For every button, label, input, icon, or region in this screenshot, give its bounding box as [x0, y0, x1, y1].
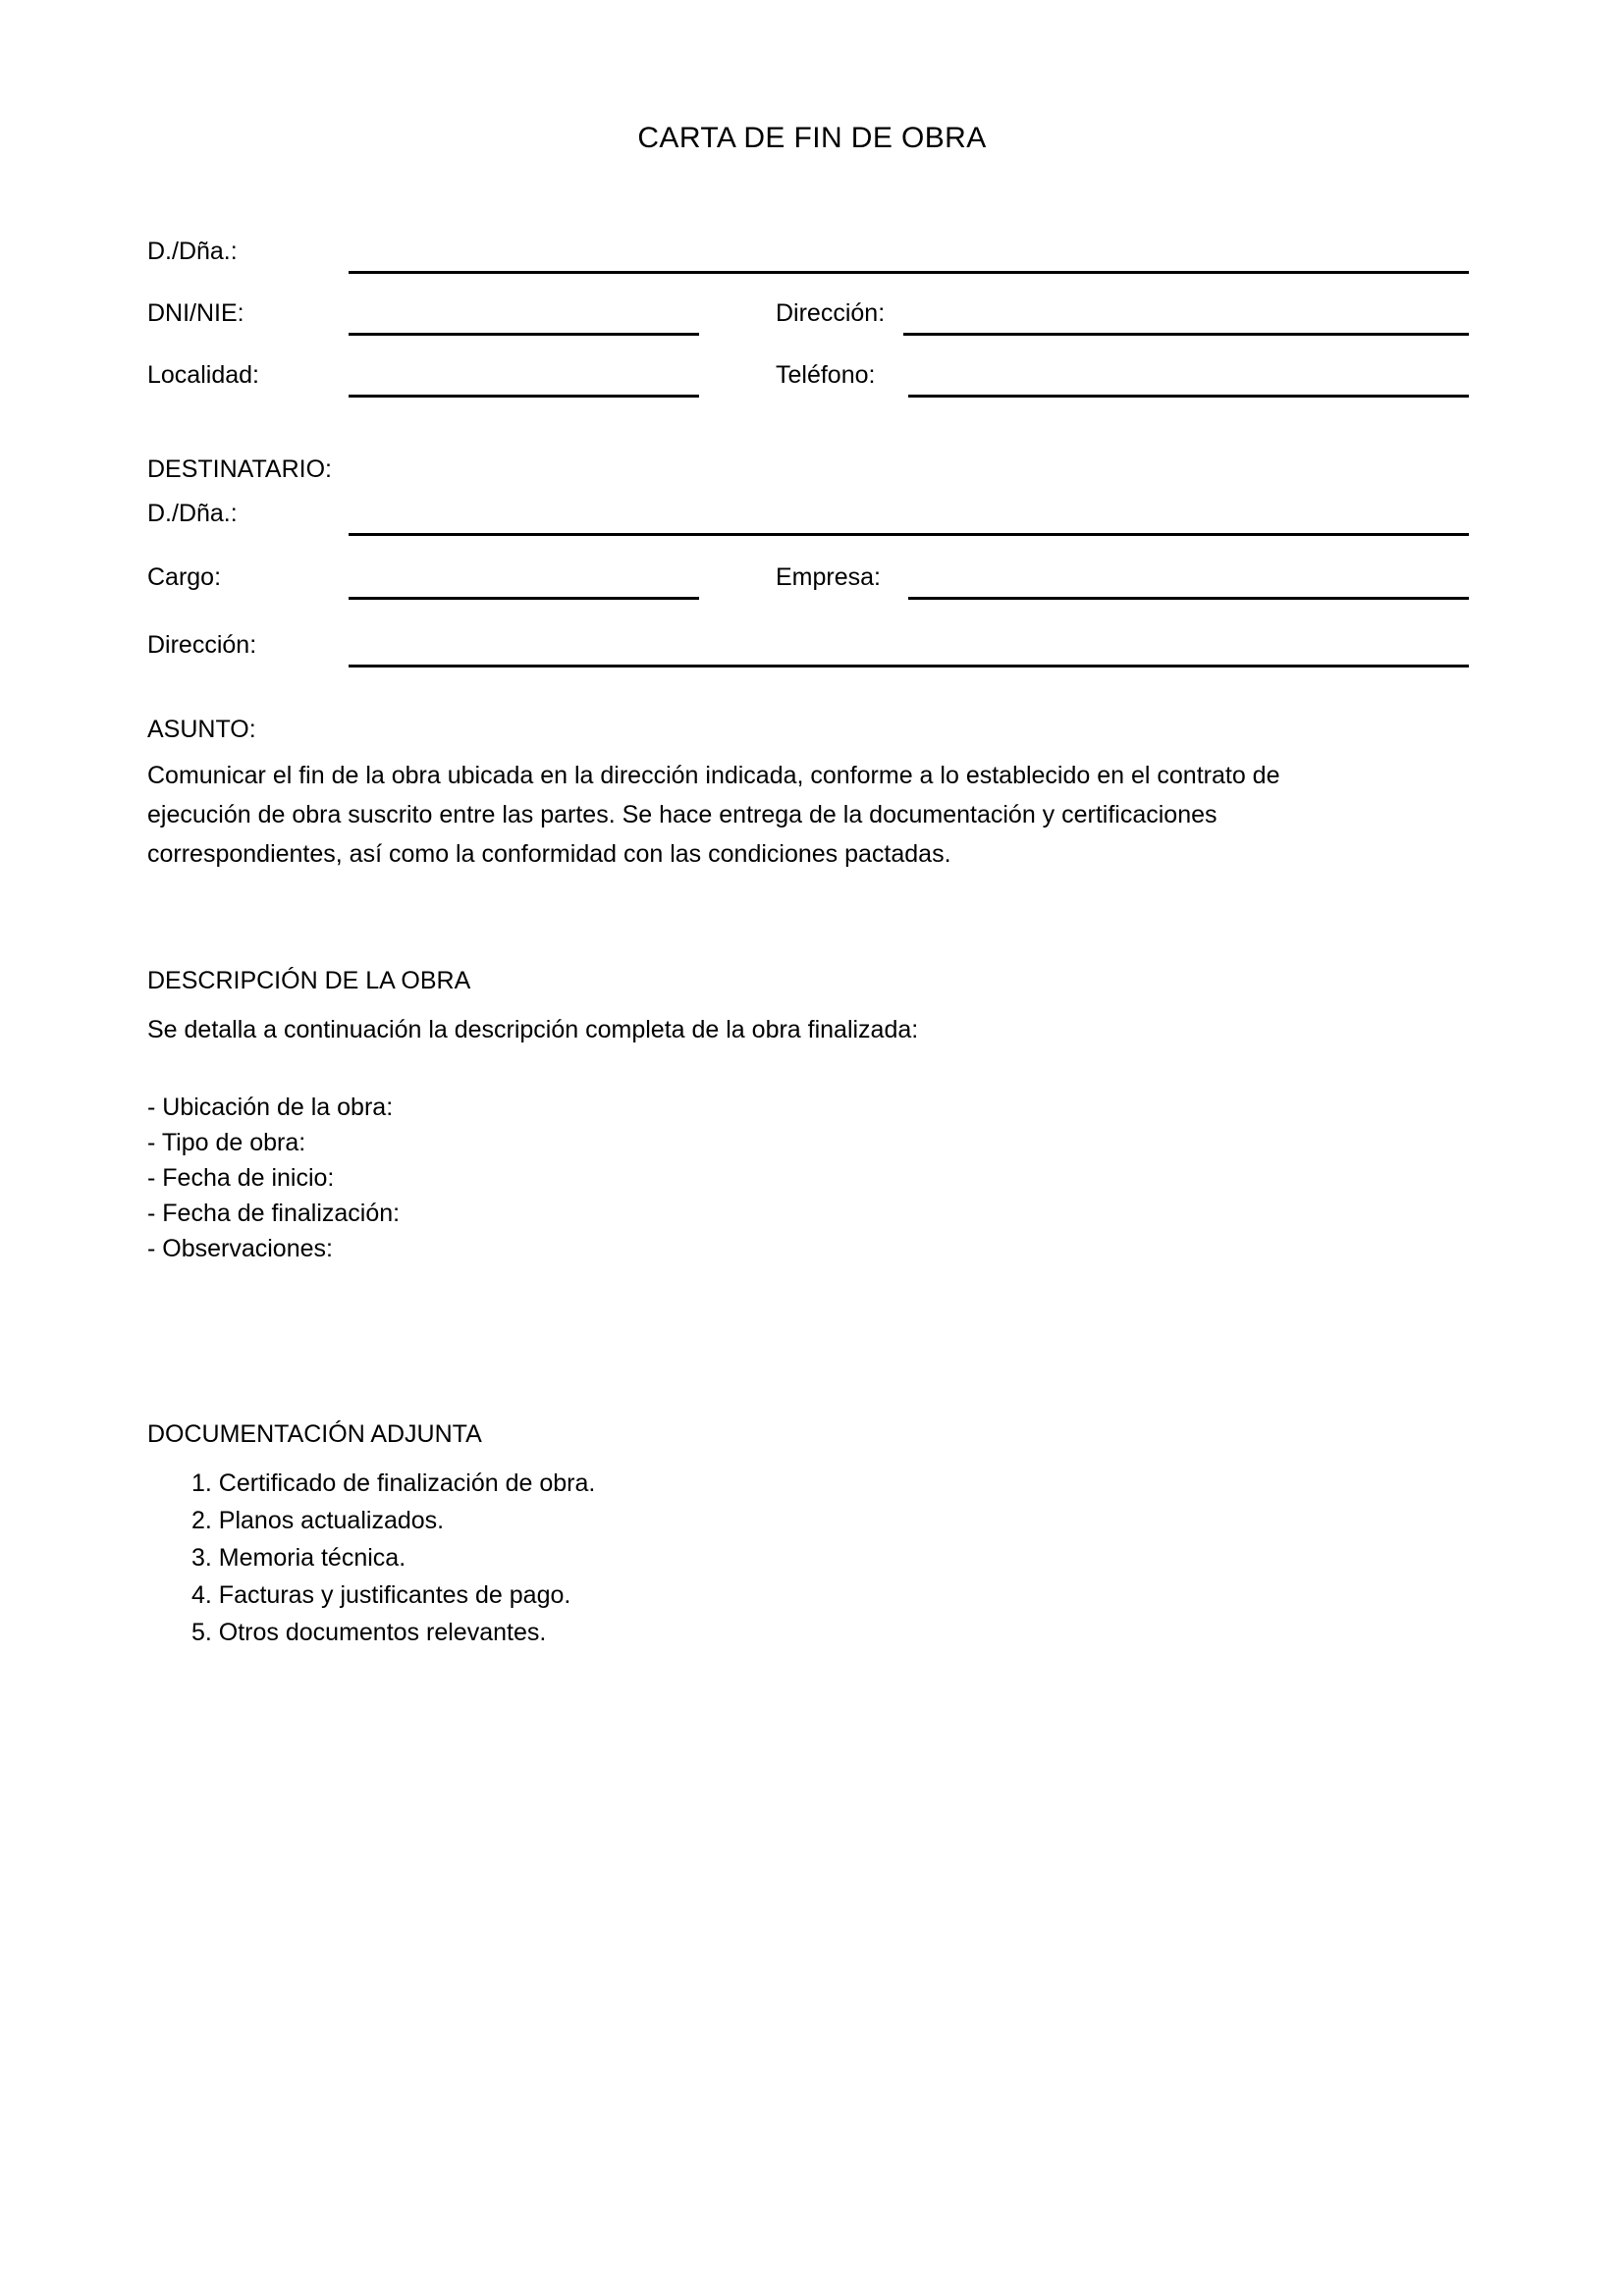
subject-line-2: ejecución de obra suscrito entre las partes. Se hace entrega de la documentación y certificaciones	[147, 801, 1218, 828]
description-intro: Se detalla a continuación la descripción completa de la obra finalizada:	[147, 1016, 919, 1043]
description-item-list	[147, 1090, 400, 1266]
sender-phone-field-rule[interactable]	[908, 395, 1469, 398]
attachments-heading: DOCUMENTACIÓN ADJUNTA	[147, 1420, 482, 1448]
sender-phone-label: Teléfono:	[776, 361, 876, 389]
sender-dni-label: DNI/NIE:	[147, 299, 244, 327]
sender-dni-field-rule[interactable]	[349, 333, 699, 336]
sender-locality-label: Localidad:	[147, 361, 259, 389]
subject-line-1: Comunicar el fin de la obra ubicada en la dirección indicada, conforme a lo establecido en el contrato de	[147, 762, 1280, 789]
recipient-role-label: Cargo:	[147, 563, 222, 591]
description-item: - Ubicación de la obra:	[147, 1094, 394, 1121]
recipient-name-field-rule[interactable]	[349, 533, 1469, 536]
sender-locality-field-rule[interactable]	[349, 395, 699, 398]
sender-address-label: Dirección:	[776, 299, 886, 327]
recipient-company-field-rule[interactable]	[908, 597, 1469, 600]
page-title: CARTA DE FIN DE OBRA	[637, 122, 987, 154]
sender-name-label: D./Dña.:	[147, 238, 238, 265]
attachment-item: 5. Otros documentos relevantes.	[191, 1619, 547, 1646]
recipient-company-label: Empresa:	[776, 563, 881, 591]
recipient-role-field-rule[interactable]	[349, 597, 699, 600]
attachments-item-list	[191, 1465, 595, 1651]
description-item: - Fecha de inicio:	[147, 1164, 335, 1192]
recipient-heading: DESTINATARIO:	[147, 455, 332, 483]
subject-heading: ASUNTO:	[147, 716, 256, 743]
subject-line-3: correspondientes, así como la conformidad con las condiciones pactadas.	[147, 840, 951, 868]
recipient-address-label: Dirección:	[147, 631, 257, 659]
subject-body	[147, 756, 1483, 874]
description-item: - Observaciones:	[147, 1235, 333, 1262]
description-item: - Fecha de finalización:	[147, 1200, 401, 1227]
description-item: - Tipo de obra:	[147, 1129, 306, 1156]
sender-address-field-rule[interactable]	[903, 333, 1469, 336]
attachment-item: 4. Facturas y justificantes de pago.	[191, 1581, 571, 1609]
recipient-address-field-rule[interactable]	[349, 665, 1469, 667]
recipient-name-label: D./Dña.:	[147, 500, 238, 527]
attachment-item: 1. Certificado de finalización de obra.	[191, 1469, 596, 1497]
sender-name-field-rule[interactable]	[349, 271, 1469, 274]
description-heading: DESCRIPCIÓN DE LA OBRA	[147, 967, 471, 994]
attachment-item: 3. Memoria técnica.	[191, 1544, 406, 1572]
attachment-item: 2. Planos actualizados.	[191, 1507, 445, 1534]
